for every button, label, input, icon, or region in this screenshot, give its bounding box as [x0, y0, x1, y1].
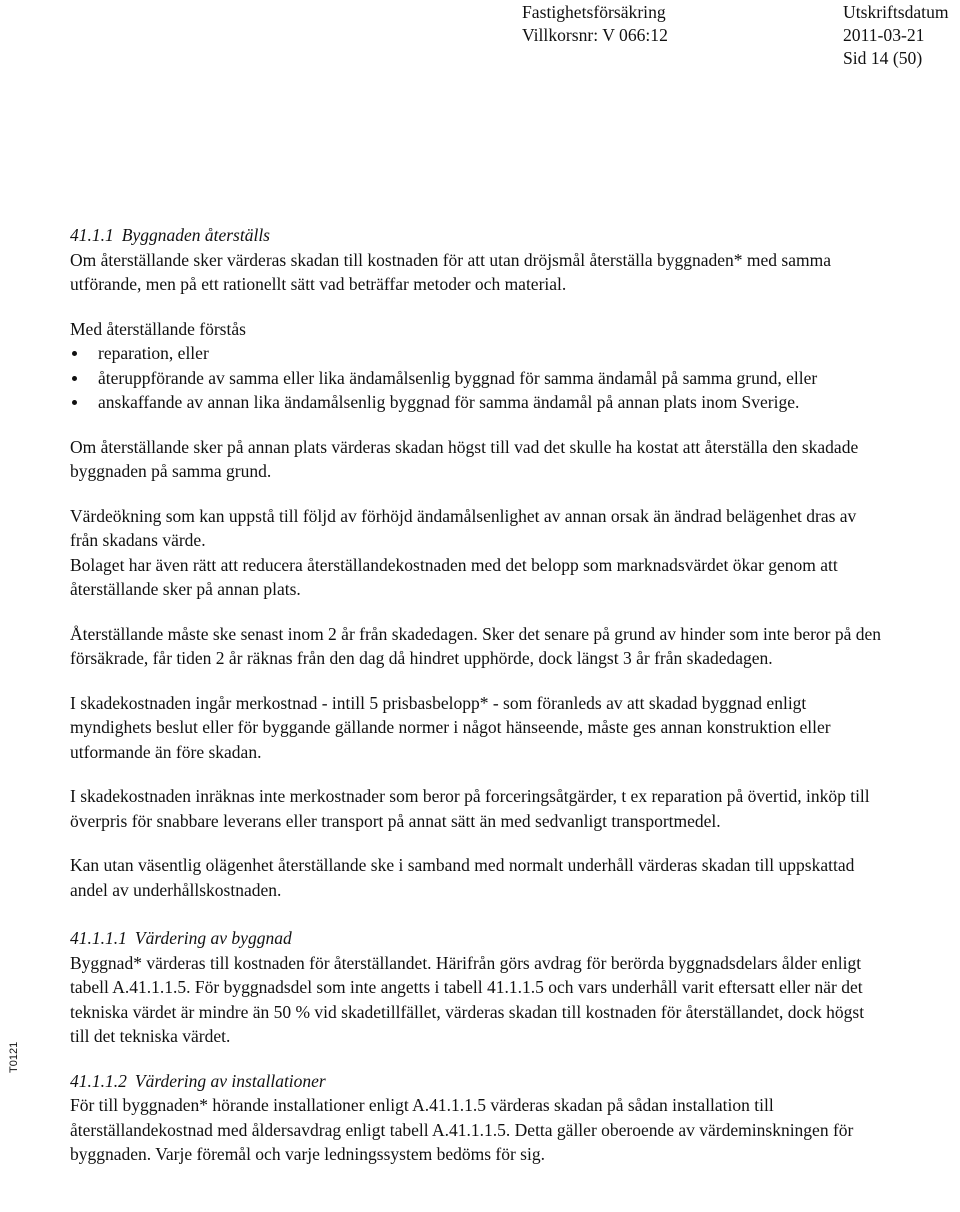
- list-intro: Med återställande förstås: [70, 318, 246, 339]
- paragraph-other-place: Om återställande sker på annan plats värderas skadan högst till vad det skulle ha kostat att återställa den skadade byggnaden på samma grund.: [70, 436, 859, 481]
- company-name: Fastighetsförsäkring: [522, 2, 666, 22]
- paragraph-not-included: I skadekostnaden inräknas inte merkostnader som beror på forceringsåtgärder, t ex reparation på övertid, inköp till överpris för snabbare leverans eller transport på annat sätt än med sedvanligt transportmedel.: [70, 786, 870, 831]
- list-item: anskaffande av annan lika ändamålsenlig byggnad för samma ändamål på annan plats inom Sverige.: [70, 390, 885, 415]
- list-item: återuppförande av samma eller lika ändamålsenlig byggnad för samma ändamål på samma grund, eller: [70, 366, 885, 391]
- paragraph-deadline: Återställande måste ske senast inom 2 år från skadedagen. Sker det senare på grund av hinder som inte beror på den försäkrade, får tiden 2 år räknas från den dag då hindret upphörde, dock längst 3 år från skadedagen.: [70, 623, 882, 668]
- subsection-heading: [70, 1069, 885, 1094]
- paragraph-maintenance: Kan utan väsentlig olägenhet återställande ske i samband med normalt underhåll värderas skadan till uppskattad andel av underhållskostnaden.: [70, 855, 855, 900]
- section-heading: [70, 223, 885, 248]
- paragraph-reduce: Bolaget har även rätt att reducera återställandekostnaden med det belopp som marknadsvärdet ökar genom att återställande sker på annan plats.: [70, 554, 838, 599]
- subsection-title: Värdering av byggnad: [134, 928, 292, 948]
- subsection-text: För till byggnaden* hörande installationer enligt A.41.1.1.5 värderas skadan på sådan installation till återställandekostnad med åldersavdrag enligt tabell A.41.1.1.5. Detta gäller oberoende av värdeminskningen för byggnaden. Varje föremål och varje ledningssystem bedöms för sig.: [70, 1095, 854, 1164]
- document-body: [70, 223, 885, 1167]
- list-item: reparation, eller: [70, 341, 885, 366]
- policy-terms-number: Villkorsnr: V 066:12: [522, 25, 668, 45]
- side-document-code: T0121: [8, 1041, 20, 1073]
- restoration-list: [70, 341, 885, 415]
- subsection-number: 41.1.1.1: [70, 928, 127, 948]
- section-title: Byggnaden återställs: [121, 225, 270, 245]
- paragraph-extra-cost: I skadekostnaden ingår merkostnad - intill 5 prisbasbelopp* - som föranleds av att skadad byggnad enligt myndighets beslut eller för byggande gällande normer i något hänseende, måste ges annan konstruktion eller utformande än före skadan.: [70, 692, 831, 762]
- section-intro: Om återställande sker värderas skadan till kostnaden för att utan dröjsmål återställa byggnaden* med samma utförande, men på ett rationellt sätt vad beträffar metoder och material.: [70, 249, 832, 294]
- print-date-label: Utskriftsdatum: [843, 2, 949, 22]
- subsection-text: Byggnad* värderas till kostnaden för återställandet. Härifrån görs avdrag för berörda byggnadsdelars ålder enligt tabell A.41.1.1.5. För byggnadsdel som inte angetts i tabell 41.1.1.5 och vars underhåll varit eftersatt eller när det tekniska värdet är mindre än 50 % vid skadetillfället, värderas skadan till kostnaden för återställandet, dock högst till det tekniska värdet.: [70, 952, 865, 1046]
- header-left: [522, 1, 668, 47]
- page-number: Sid 14 (50): [843, 48, 923, 68]
- subsection-heading: [70, 926, 885, 951]
- header-right: [843, 1, 949, 70]
- paragraph-value-increase: Värdeökning som kan uppstå till följd av förhöjd ändamålsenlighet av annan orsak än ändrad belägenhet dras av från skadans värde.: [70, 505, 857, 550]
- section-number: 41.1.1: [70, 225, 114, 245]
- print-date: 2011-03-21: [843, 25, 925, 45]
- subsection-number: 41.1.1.2: [70, 1070, 127, 1091]
- subsection-title: Värdering av installationer: [134, 1070, 326, 1091]
